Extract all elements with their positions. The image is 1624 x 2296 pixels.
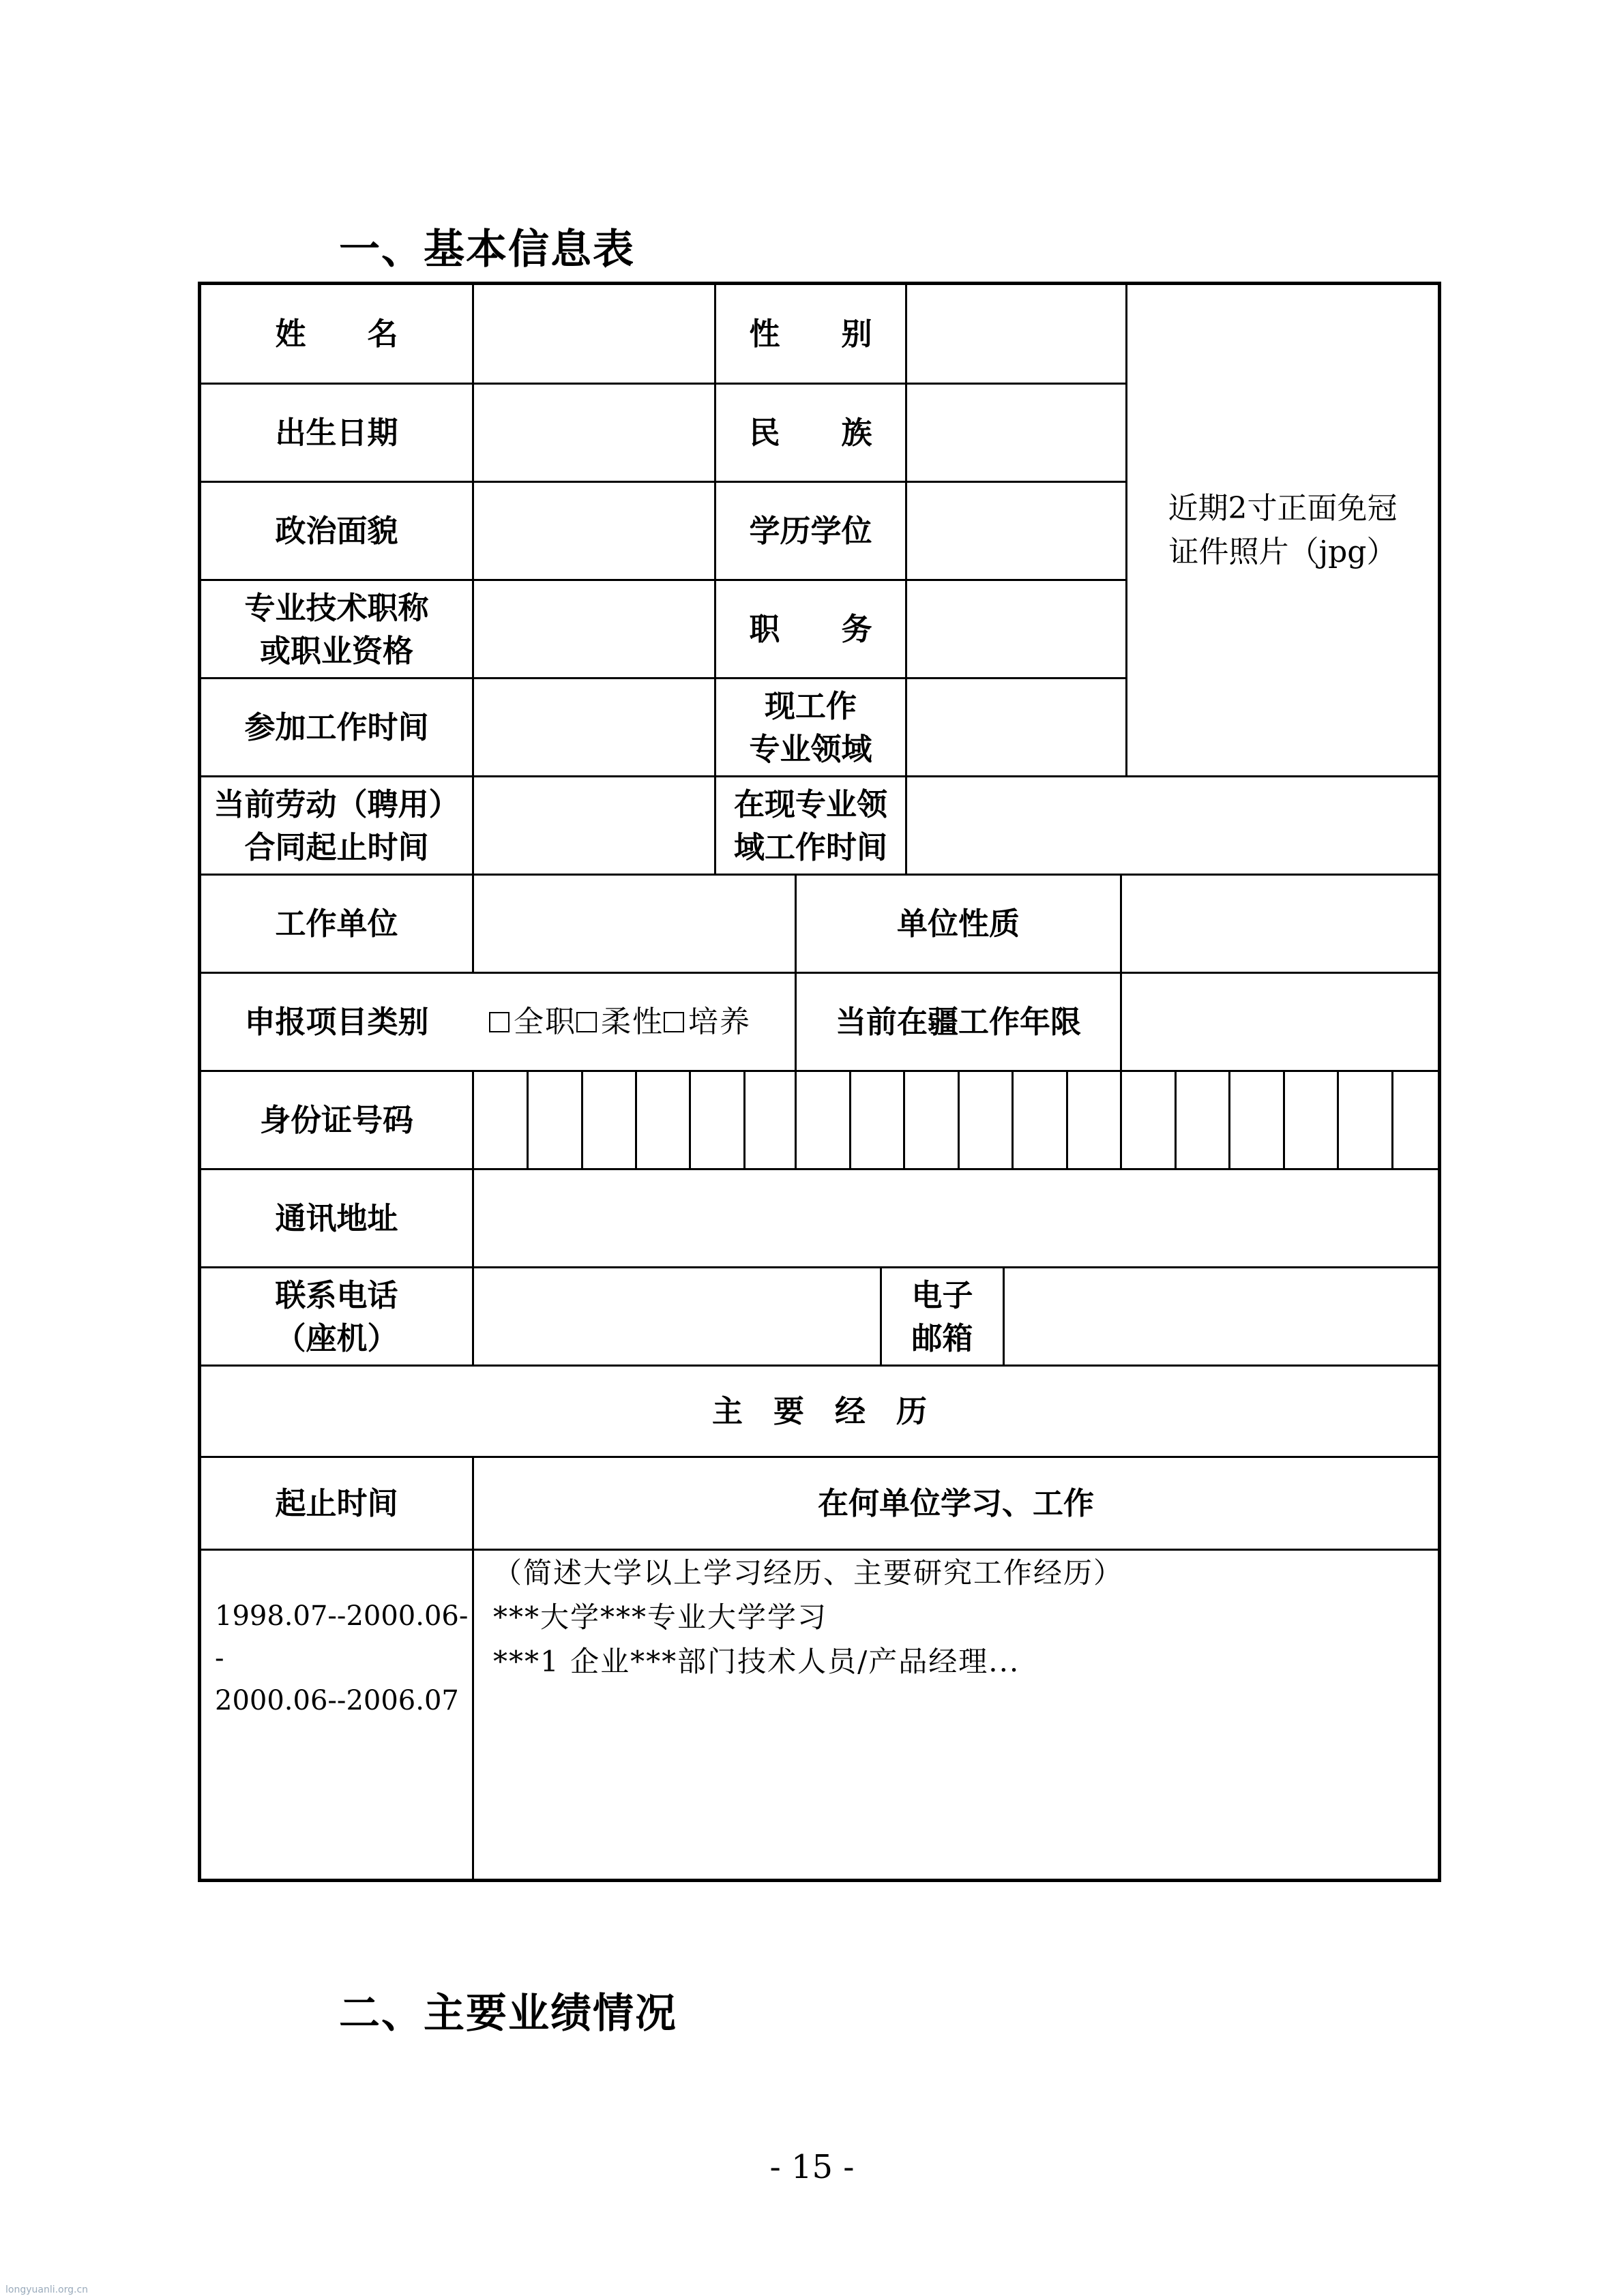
label-position: 职 务 — [749, 611, 872, 647]
ethnicity-field[interactable] — [907, 385, 1125, 481]
education-field[interactable] — [907, 483, 1125, 579]
current-field-field[interactable] — [907, 679, 1125, 775]
page-number: - 15 - — [769, 2148, 855, 2186]
photo-placeholder[interactable] — [1127, 285, 1438, 775]
checkbox-training[interactable] — [664, 1012, 684, 1032]
label-professional-title — [201, 581, 472, 677]
photo-hint-line2: 证件照片（jpg） — [1168, 534, 1397, 569]
id-number-digit-cells[interactable] — [474, 1072, 1438, 1168]
birth-date-field[interactable] — [474, 385, 714, 481]
column-header-period: 起止时间 — [275, 1485, 398, 1521]
watermark-text: longyuanli.org.cn — [5, 2284, 89, 2295]
experience-dates[interactable] — [201, 1551, 472, 1879]
label-education: 学历学位 — [749, 513, 872, 549]
phone-field[interactable] — [474, 1268, 880, 1365]
experience-desc-hint: （简述大学以上学习经历、主要研究工作经历） — [493, 1556, 1124, 1590]
experience-date-1: 1998.07--2000.06-- — [215, 1600, 469, 1674]
contract-period-field[interactable] — [474, 777, 714, 874]
label-birth-date: 出生日期 — [275, 415, 398, 451]
label-email-line2: 邮箱 — [911, 1320, 973, 1356]
label-gender: 性 别 — [749, 316, 872, 352]
label-political-status: 政治面貌 — [275, 513, 398, 549]
name-field[interactable] — [474, 285, 714, 383]
position-field[interactable] — [907, 581, 1125, 677]
label-field-line2: 专业领域 — [749, 730, 872, 767]
basic-info-table — [198, 282, 1441, 1882]
label-years-in-xinjiang: 当前在疆工作年限 — [835, 1004, 1081, 1040]
label-project-category: 申报项目类别 — [244, 1004, 429, 1040]
option-training-label: 培养 — [688, 1004, 751, 1039]
field-duration-field[interactable] — [907, 777, 1438, 874]
label-contract-line1: 当前劳动（聘用） — [213, 786, 460, 822]
experience-desc-2: ***1 企业***部门技术人员/产品经理... — [493, 1645, 1020, 1679]
employer-type-field[interactable] — [1122, 876, 1438, 972]
label-employer: 工作单位 — [275, 906, 398, 942]
label-field-duration — [716, 777, 905, 874]
label-current-field — [716, 679, 905, 775]
label-id-number: 身份证号码 — [259, 1102, 413, 1138]
checkbox-fulltime[interactable] — [489, 1012, 510, 1032]
experience-description[interactable] — [474, 1551, 1438, 1879]
work-start-date-field[interactable] — [474, 679, 714, 775]
label-work-start-date: 参加工作时间 — [244, 709, 429, 745]
label-address: 通讯地址 — [275, 1200, 398, 1236]
label-name: 姓 名 — [275, 316, 398, 352]
label-title-line2: 或职业资格 — [259, 632, 413, 669]
label-email-line1: 电子 — [911, 1277, 973, 1313]
experience-date-2: 2000.06--2006.07 — [215, 1685, 459, 1716]
column-header-institution: 在何单位学习、工作 — [817, 1485, 1094, 1521]
project-category-options — [474, 974, 795, 1070]
label-field-time-line2: 域工作时间 — [733, 829, 887, 865]
label-field-line1: 现工作 — [764, 687, 857, 724]
section-title-basic-info: 一、基本信息表 — [339, 226, 635, 273]
address-field[interactable] — [474, 1170, 1438, 1266]
label-phone-line2: （座机） — [275, 1320, 398, 1356]
main-experience-header: 主 要 经 历 — [711, 1393, 927, 1429]
option-fulltime-label: 全职 — [514, 1004, 576, 1039]
label-ethnicity: 民 族 — [749, 415, 872, 451]
professional-title-field[interactable] — [474, 581, 714, 677]
label-phone — [201, 1268, 472, 1365]
label-email — [882, 1268, 1003, 1365]
section-title-achievements: 二、主要业绩情况 — [339, 1990, 677, 2038]
years-in-xinjiang-field[interactable] — [1122, 974, 1438, 1070]
option-flexible-label: 柔性 — [601, 1004, 664, 1039]
label-contract-period — [201, 777, 472, 874]
label-phone-line1: 联系电话 — [275, 1277, 398, 1313]
photo-hint-line1: 近期2寸正面免冠 — [1168, 490, 1398, 526]
checkbox-flexible[interactable] — [576, 1012, 597, 1032]
political-status-field[interactable] — [474, 483, 714, 579]
label-title-line1: 专业技术职称 — [244, 589, 429, 626]
gender-field[interactable] — [907, 285, 1125, 383]
label-contract-line2: 合同起止时间 — [244, 829, 429, 865]
label-employer-type: 单位性质 — [896, 906, 1020, 942]
employer-field[interactable] — [474, 876, 795, 972]
email-field[interactable] — [1005, 1268, 1438, 1365]
experience-desc-1: ***大学***专业大学学习 — [493, 1600, 828, 1635]
label-field-time-line1: 在现专业领 — [733, 786, 887, 822]
